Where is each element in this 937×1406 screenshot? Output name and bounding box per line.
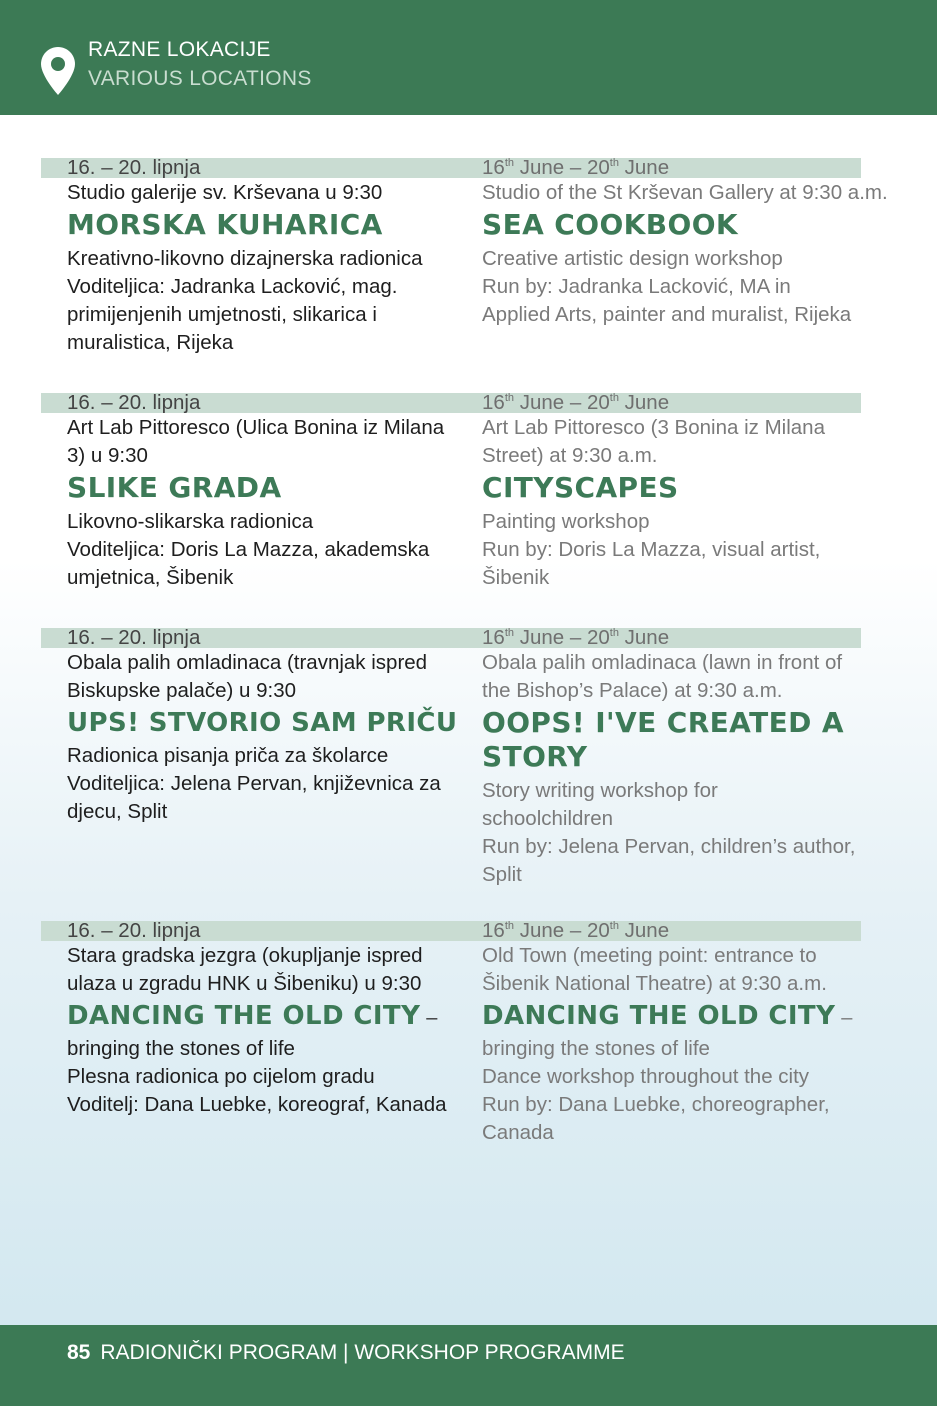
event-croatian xyxy=(67,628,467,826)
event-croatian xyxy=(67,921,467,1119)
event-detail: Likovno-slikarska radionica xyxy=(67,510,314,533)
footer-label: RADIONIČKI PROGRAM | WORKSHOP PROGRAMME xyxy=(100,1341,625,1364)
event-english xyxy=(482,628,882,889)
event-detail: schoolchildren xyxy=(482,807,614,830)
page-header xyxy=(0,0,937,115)
event-title: DANCING THE OLD CITY – xyxy=(482,1001,853,1031)
event-detail: bringing the stones of life xyxy=(67,1037,295,1060)
event-location: Obala palih omladinaca (lawn in front of xyxy=(482,651,843,674)
event-detail: Run by: Jelena Pervan, children’s author, xyxy=(482,835,856,858)
event-detail: Run by: Dana Luebke, choreographer, xyxy=(482,1093,830,1116)
event-date: 16. – 20. lipnja xyxy=(67,626,201,649)
event-detail: Plesna radionica po cijelom gradu xyxy=(67,1065,375,1088)
event-croatian xyxy=(67,158,467,357)
location-pin-icon xyxy=(40,46,76,96)
event-detail: bringing the stones of life xyxy=(482,1037,710,1060)
section-title-hr: RAZNE LOKACIJE xyxy=(88,38,271,61)
event-detail: muralistica, Rijeka xyxy=(67,331,234,354)
event-location: Old Town (meeting point: entrance to xyxy=(482,944,817,967)
event-detail: Canada xyxy=(482,1121,554,1144)
event-english xyxy=(482,156,888,329)
event-location: Obala palih omladinaca (travnjak ispred xyxy=(67,651,428,674)
event-title: UPS! STVORIO SAM PRIČU xyxy=(67,708,458,738)
event-detail: djecu, Split xyxy=(67,800,168,823)
event-entry xyxy=(0,921,937,1161)
event-detail: Run by: Jadranka Lacković, MA in xyxy=(482,275,791,298)
event-title-continued: STORY xyxy=(482,740,588,773)
event-detail: Split xyxy=(482,863,522,886)
event-detail: Run by: Doris La Mazza, visual artist, xyxy=(482,538,821,561)
page-footer xyxy=(0,1325,937,1406)
event-detail: Creative artistic design workshop xyxy=(482,247,783,270)
event-english xyxy=(482,393,882,592)
section-title-en: VARIOUS LOCATIONS xyxy=(88,67,312,90)
event-detail: umjetnica, Šibenik xyxy=(67,566,234,589)
event-detail: Painting workshop xyxy=(482,510,650,533)
event-detail: Voditelj: Dana Luebke, koreograf, Kanada xyxy=(67,1093,447,1116)
event-detail: Applied Arts, painter and muralist, Rijeka xyxy=(482,303,852,326)
event-location: ulaza u zgradu HNK u Šibeniku) u 9:30 xyxy=(67,972,422,995)
page-number: 85 xyxy=(67,1341,91,1364)
event-title: CITYSCAPES xyxy=(482,471,679,504)
event-detail: Šibenik xyxy=(482,566,550,589)
event-detail: Dance workshop throughout the city xyxy=(482,1065,810,1088)
event-date: 16th June – 20th June xyxy=(482,919,670,942)
event-location: Art Lab Pittoresco (3 Bonina iz Milana xyxy=(482,416,825,439)
event-title: DANCING THE OLD CITY – xyxy=(67,1001,438,1031)
event-croatian xyxy=(67,393,467,592)
event-date: 16. – 20. lipnja xyxy=(67,919,201,942)
event-entry xyxy=(0,393,937,603)
event-location: Studio galerije sv. Krševana u 9:30 xyxy=(67,181,383,204)
event-title: SEA COOKBOOK xyxy=(482,208,739,241)
event-date: 16. – 20. lipnja xyxy=(67,156,201,179)
event-detail: Kreativno-likovno dizajnerska radionica xyxy=(67,247,423,270)
event-detail: Radionica pisanja priča za školarce xyxy=(67,744,389,767)
event-location: 3) u 9:30 xyxy=(67,444,148,467)
event-location: Street) at 9:30 a.m. xyxy=(482,444,658,467)
event-location: Biskupske palače) u 9:30 xyxy=(67,679,297,702)
event-date: 16th June – 20th June xyxy=(482,156,670,179)
event-date: 16. – 20. lipnja xyxy=(67,391,201,414)
event-entry xyxy=(0,628,937,898)
event-location: Šibenik National Theatre) at 9:30 a.m. xyxy=(482,972,827,995)
footer-text xyxy=(67,1341,625,1365)
event-title: OOPS! I'VE CREATED A xyxy=(482,706,844,739)
event-title: MORSKA KUHARICA xyxy=(67,208,383,241)
event-date: 16th June – 20th June xyxy=(482,391,670,414)
event-detail: Story writing workshop for xyxy=(482,779,718,802)
event-detail: primijenjenih umjetnosti, slikarica i xyxy=(67,303,377,326)
event-location: Art Lab Pittoresco (Ulica Bonina iz Milana xyxy=(67,416,445,439)
event-location: Studio of the St Krševan Gallery at 9:30 a.m. xyxy=(482,181,888,204)
event-date: 16th June – 20th June xyxy=(482,626,670,649)
event-detail: Voditeljica: Jadranka Lacković, mag. xyxy=(67,275,398,298)
event-english xyxy=(482,921,882,1147)
event-detail: Voditeljica: Doris La Mazza, akademska xyxy=(67,538,430,561)
event-location: Stara gradska jezgra (okupljanje ispred xyxy=(67,944,423,967)
event-location: the Bishop’s Palace) at 9:30 a.m. xyxy=(482,679,783,702)
event-entry xyxy=(0,158,937,368)
event-title: SLIKE GRADA xyxy=(67,471,282,504)
event-detail: Voditeljica: Jelena Pervan, književnica za xyxy=(67,772,441,795)
